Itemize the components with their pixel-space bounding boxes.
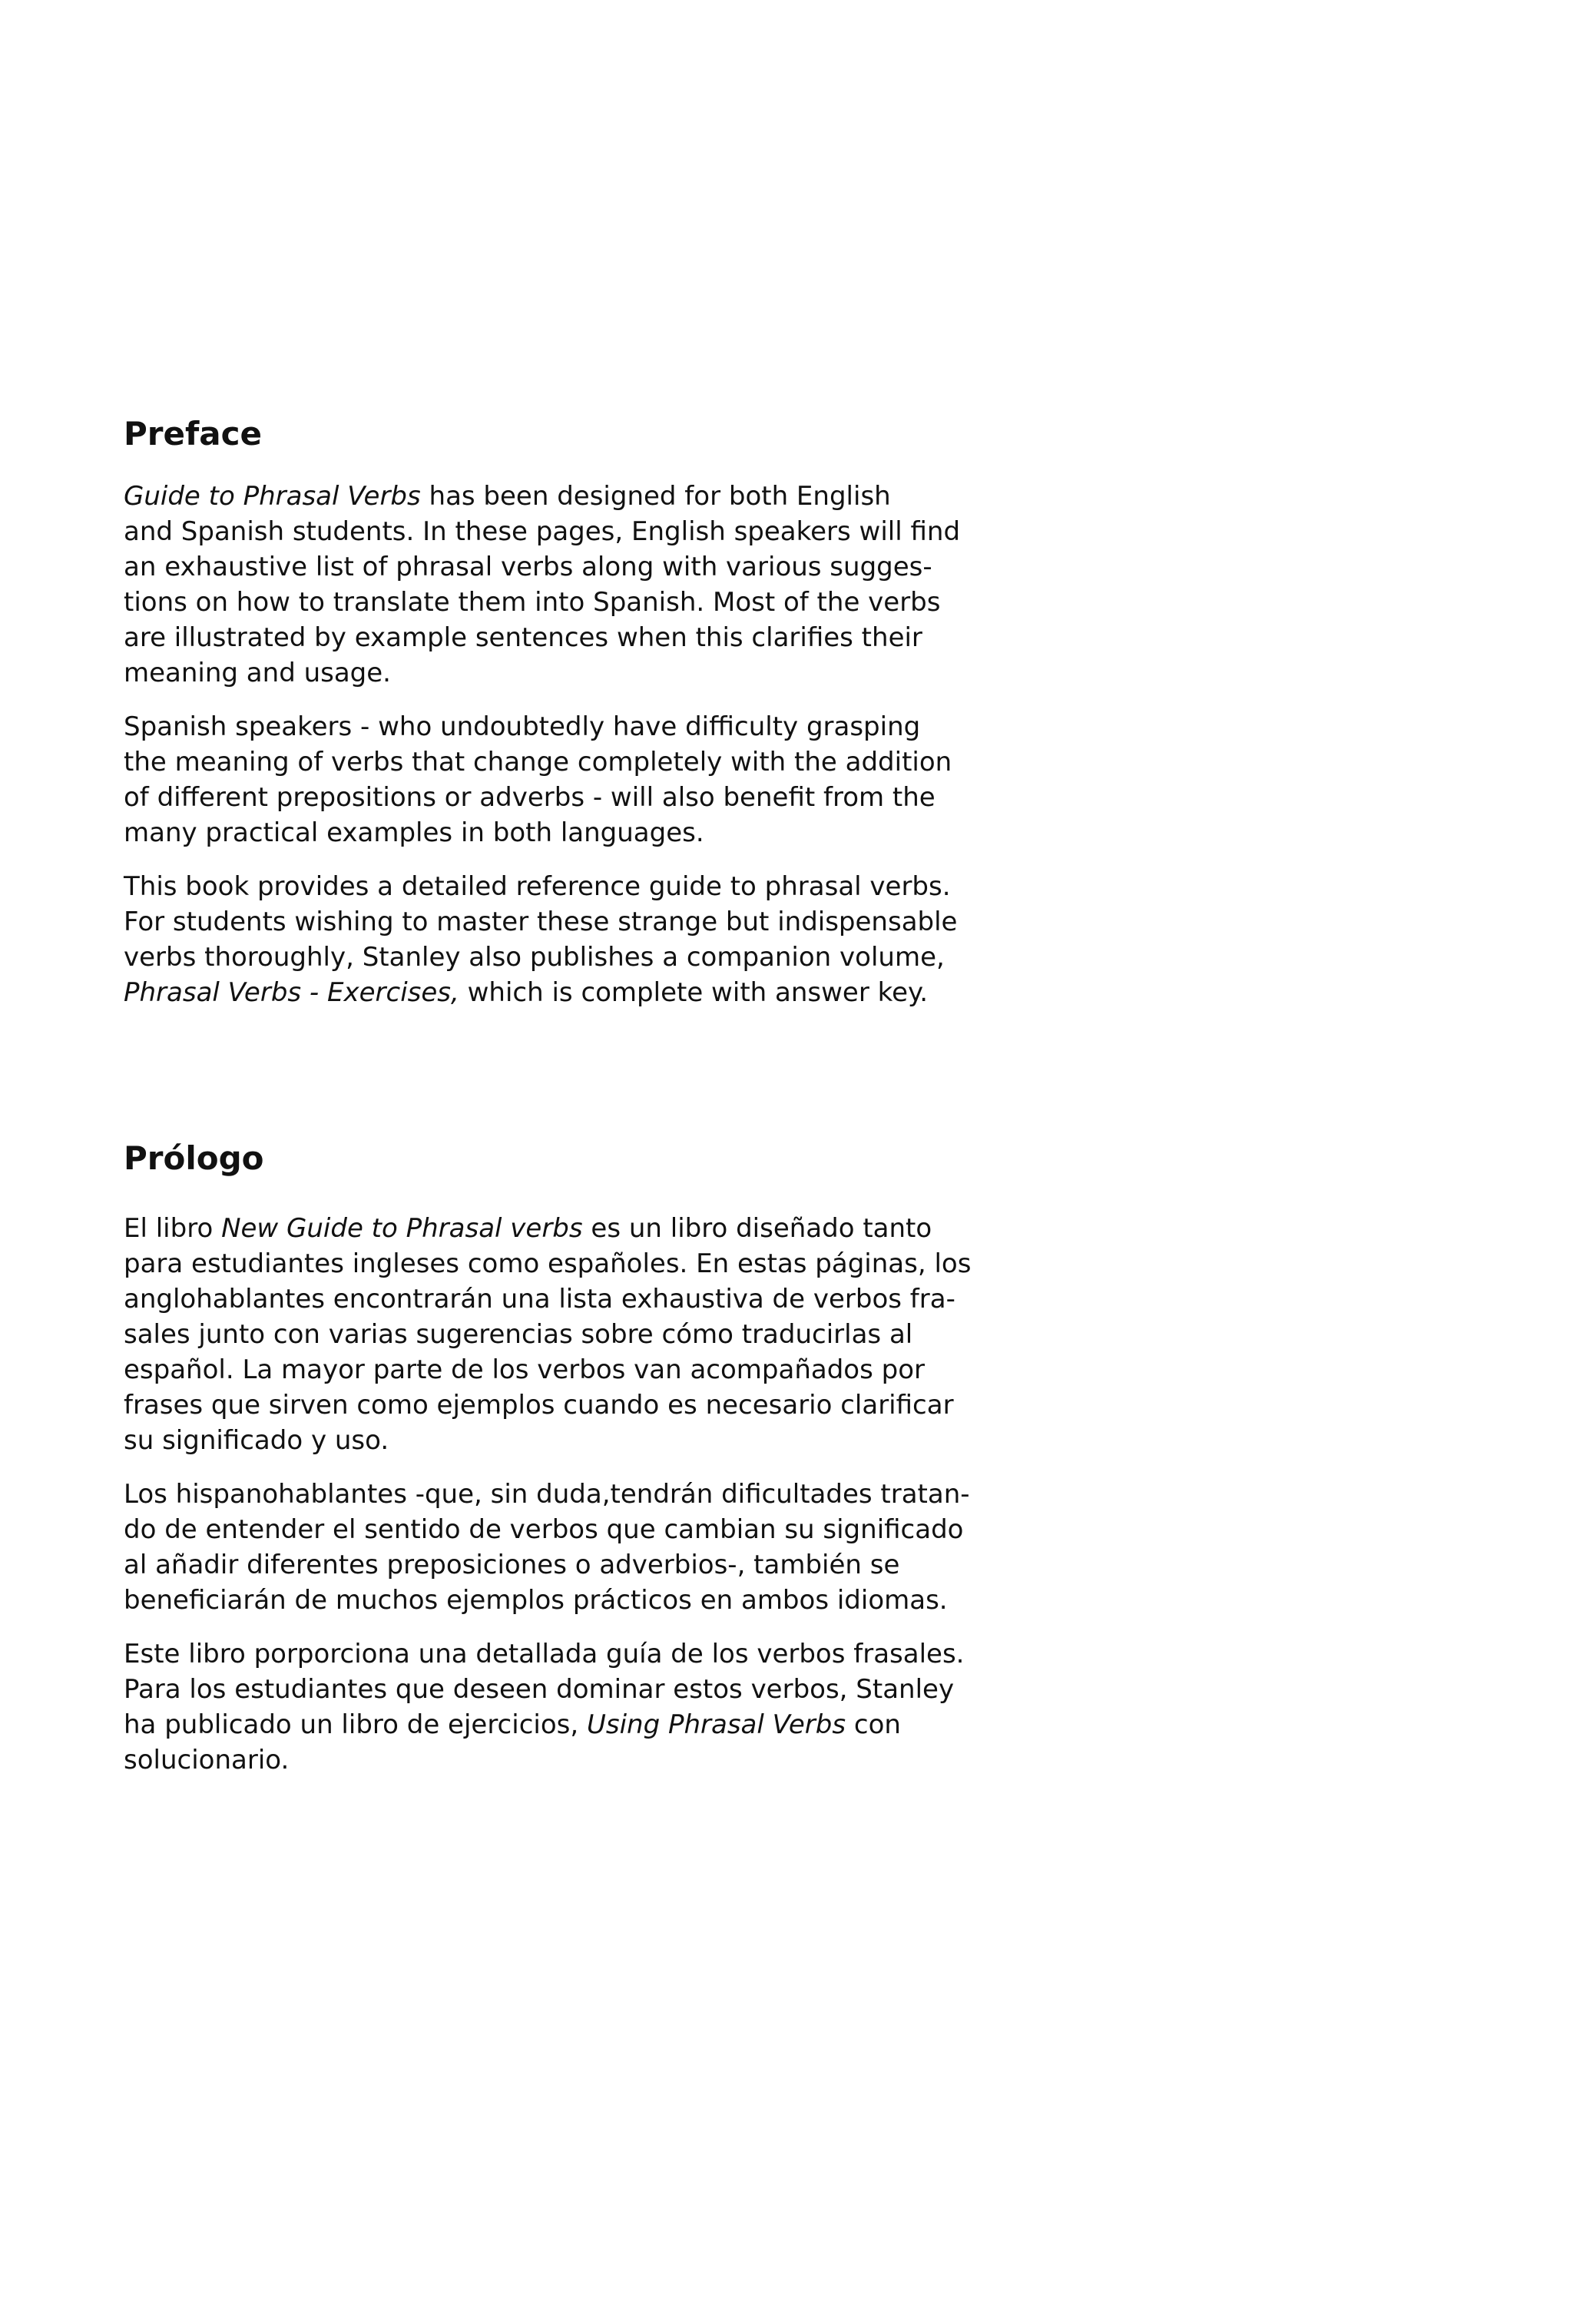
text-line: meaning and usage. <box>124 658 391 688</box>
text-line: tions on how to translate them into Spanish. Most of the verbs <box>124 587 941 618</box>
text-line: para estudiantes ingleses como españoles. En estas páginas, los <box>124 1248 972 1279</box>
prologo-section <box>124 1135 1122 1796</box>
text-line: al añadir diferentes preposiciones o adverbios-, también se <box>124 1550 900 1580</box>
text-line: Este libro porporciona una detallada guía de los verbos frasales. <box>124 1639 965 1669</box>
text-line: Phrasal Verbs - Exercises, which is complete with answer key. <box>124 977 929 1008</box>
text-line: and Spanish students. In these pages, English speakers will find <box>124 516 961 547</box>
text-line: beneficiarán de muchos ejemplos prácticos en ambos idiomas. <box>124 1585 948 1616</box>
text-line: anglohablantes encontrarán una lista exhaustiva de verbos fra- <box>124 1284 955 1315</box>
text-line: the meaning of verbs that change completely with the addition <box>124 747 952 777</box>
text-line: Spanish speakers - who undoubtedly have difficulty grasping <box>124 711 921 742</box>
text-line: are illustrated by example sentences when this clarifies their <box>124 622 922 653</box>
text-line: of different prepositions or adverbs - will also benefit from the <box>124 782 936 813</box>
text-line: El libro New Guide to Phrasal verbs es un libro diseñado tanto <box>124 1213 932 1244</box>
prologo-paragraph-2 <box>124 1477 1122 1618</box>
prologo-paragraph-1 <box>124 1211 1122 1458</box>
text-line: do de entender el sentido de verbos que cambian su significado <box>124 1514 964 1545</box>
text-line: solucionario. <box>124 1745 290 1775</box>
text-line: sales junto con varias sugerencias sobre cómo traducirlas al <box>124 1319 913 1350</box>
preface-section <box>124 411 1122 1029</box>
text-line: español. La mayor parte de los verbos van acompañados por <box>124 1354 925 1385</box>
text-line: Guide to Phrasal Verbs has been designed for both English <box>124 481 891 512</box>
text-line: This book provides a detailed reference guide to phrasal verbs. <box>124 871 951 902</box>
text-line: su significado y uso. <box>124 1425 389 1456</box>
preface-paragraph-3 <box>124 869 1122 1010</box>
text-line: Para los estudiantes que deseen dominar estos verbos, Stanley <box>124 1674 955 1705</box>
text-line: frases que sirven como ejemplos cuando es necesario clarificar <box>124 1390 954 1421</box>
text-line: ha publicado un libro de ejercicios, Using Phrasal Verbs con <box>124 1709 901 1740</box>
text-line: Los hispanohablantes -que, sin duda,tendrán dificultades tratan- <box>124 1479 970 1510</box>
preface-paragraph-2 <box>124 709 1122 850</box>
prologo-heading: Prólogo <box>124 1139 264 1177</box>
text-line: verbs thoroughly, Stanley also publishes a companion volume, <box>124 942 945 973</box>
preface-heading: Preface <box>124 415 262 453</box>
preface-paragraph-1 <box>124 479 1122 691</box>
text-line: an exhaustive list of phrasal verbs along with various sugges- <box>124 552 932 582</box>
prologo-paragraph-3 <box>124 1636 1122 1778</box>
text-line: many practical examples in both languages. <box>124 817 704 848</box>
text-line: For students wishing to master these strange but indispensable <box>124 907 958 937</box>
